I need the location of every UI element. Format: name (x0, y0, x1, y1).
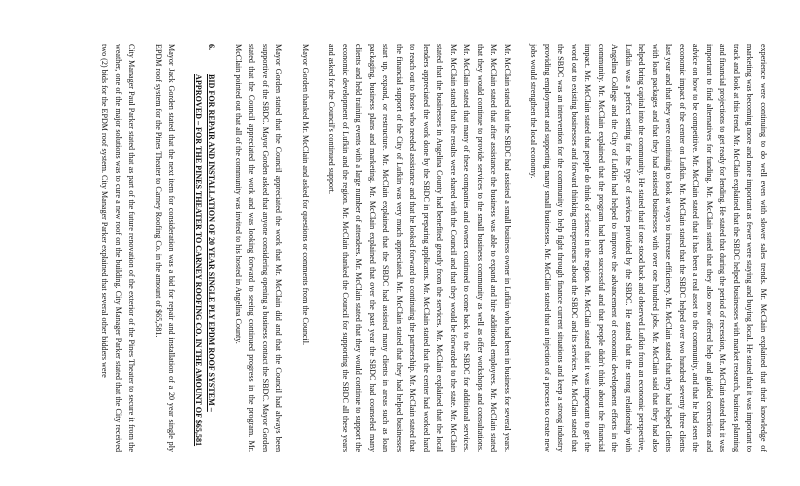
minutes-page (10, 44, 770, 452)
body-paragraph: City Manager Paul Parker stated that as part of the future renovation of the exterior of the Pines Theater to secure it from the weather, one of the major solutions was to cure a new roof on the building. City Manager Parker stated that the City received two (2) bids for the EPDM roof system. City Manager Parker explained that several other bidders were (100, 44, 137, 452)
body-paragraph: Mayor Jack Gorden stated that the next item for consideration was a bid for repair and installation of a 20 year single ply EPDM roof system for the Pines Theater to Carney Roofing Co. in the amount of $65,581. (154, 44, 177, 452)
body-paragraph: Mr. McClain stated that the SBDC had assisted a small business owner in Lufkin who had been in business for several years. Mr. McClain stated that after assistance the business was able to expand and hire additional employees. Mr. McClain stated that they would continue to provide services to the small business community as well as offer workshops and consultations. Mr. McClain stated that many of these companies and owners continued to come back to the SBDC for additional services. Mr. McClain stated that the results were shared with the Council and that they would be forwarded to the state. Mr. McClain stated that the businesses in Angelina County had benefited greatly from the services. Mr. McClain explained that the local lenders appreciated the work done by the SBDC in preparing applicants. Mr. McClain stated that the center had worked hard to reach out to those who needed assistance and that he looked forward to continuing the partnership. Mr. McClain stated that the financial support of the City of Lufkin was very much appreciated. Mr. McClain stated that they had helped businesses start up, expand, or restructure. Mr. McClain explained that the SBDC had assisted many clients in areas such as loan packaging, business plans and marketing. Mr. McClain explained that over the past year the SBDC had counseled many clients and held training events with a large number of attendees. Mr. McClain stated that they would continue to support the economic development of Lufkin and the region. Mr. McClain thanked the Council for supporting the SBDC all these years and asked for the Council's continued support. (327, 44, 512, 452)
agenda-item-title: BID FOR REPAIR AND INSTALLATION OF 20 YEAR SINGLE PLY EPDM ROOF SYSTEM – APPROVED – FOR THE PINES THEATER TO CARNEY ROOFING CO. IN THE AMOUNT OF $65,581 (194, 74, 217, 447)
agenda-item (192, 44, 219, 452)
agenda-item-number: 6. (207, 44, 217, 51)
body-paragraph: experience were continuing to do well even with slower sales trends. Mr. McClain explained that their knowledge of marketing was becoming more and more important as fewer were staying and buying local. He stated that it was important to track and look at this trend. Mr. McClain explained that the SBDC helped businesses with market research, business planning and financial projections to get ready for lending. He stated that during the period of recession, Mr. McClain stated that it was important to find alternatives for funding. Mr. McClain stated that they also now offered help and guided corrections and advice on how to be competitive. Mr. McClain stated that it has been a real asset to the community, and that he had seen the economic impact of the center on Lufkin. Mr. McClain stated that the SBDC helped over two hundred seventy three clients last year and that they were continuing to look at ways to increase efficiency. Mr. McClain stated that they had helped clients with loan packages and that they had assisted businesses with over one hundred jobs. Mr. McClain said that they had also helped bring capital into the community. He stated that if one stood back and observed Lufkin from an economic perspective, Lufkin was a perfect setting for the type of services provided by the SBDC. He stated that the strong relationship with Angelina College and the City of Lufkin had helped to improve the advancement of economic development efforts in the community. Mr. McClain explained that the program had been successful and that people didn't think about the financial impact. Mr. McClain stated that people do think of science in the region. Mr. McClain stated that it was important to get the word out to existing businesses and forward thinking entrepreneurs about the SBDC and its services. Mr. McClain stated that the SBDC was an intervention for the community to help fight through finance current situations and keep a strong industry providing employment and supporting many small businesses. Mr. McClain stated that an injection of a process to create new jobs would strengthen the local economy. (529, 44, 768, 452)
body-paragraph: Mayor Gorden stated that the Council appreciated the work that Mr. McClain did and that the Council had always been supportive of the SBDC. Mayor Gorden asked that anyone considering opening a business contact the SBDC. Mayor Gorden stated that the Council appreciated the work and was looking forward to seeing continued progress in the program. Mr. McClain pointed out that all of the community was invited to his hosted in Angelina County. (234, 44, 284, 452)
body-paragraph: Mayor Gorden thanked Mr. McClain and asked for questions or comments from the Council. (301, 44, 310, 345)
